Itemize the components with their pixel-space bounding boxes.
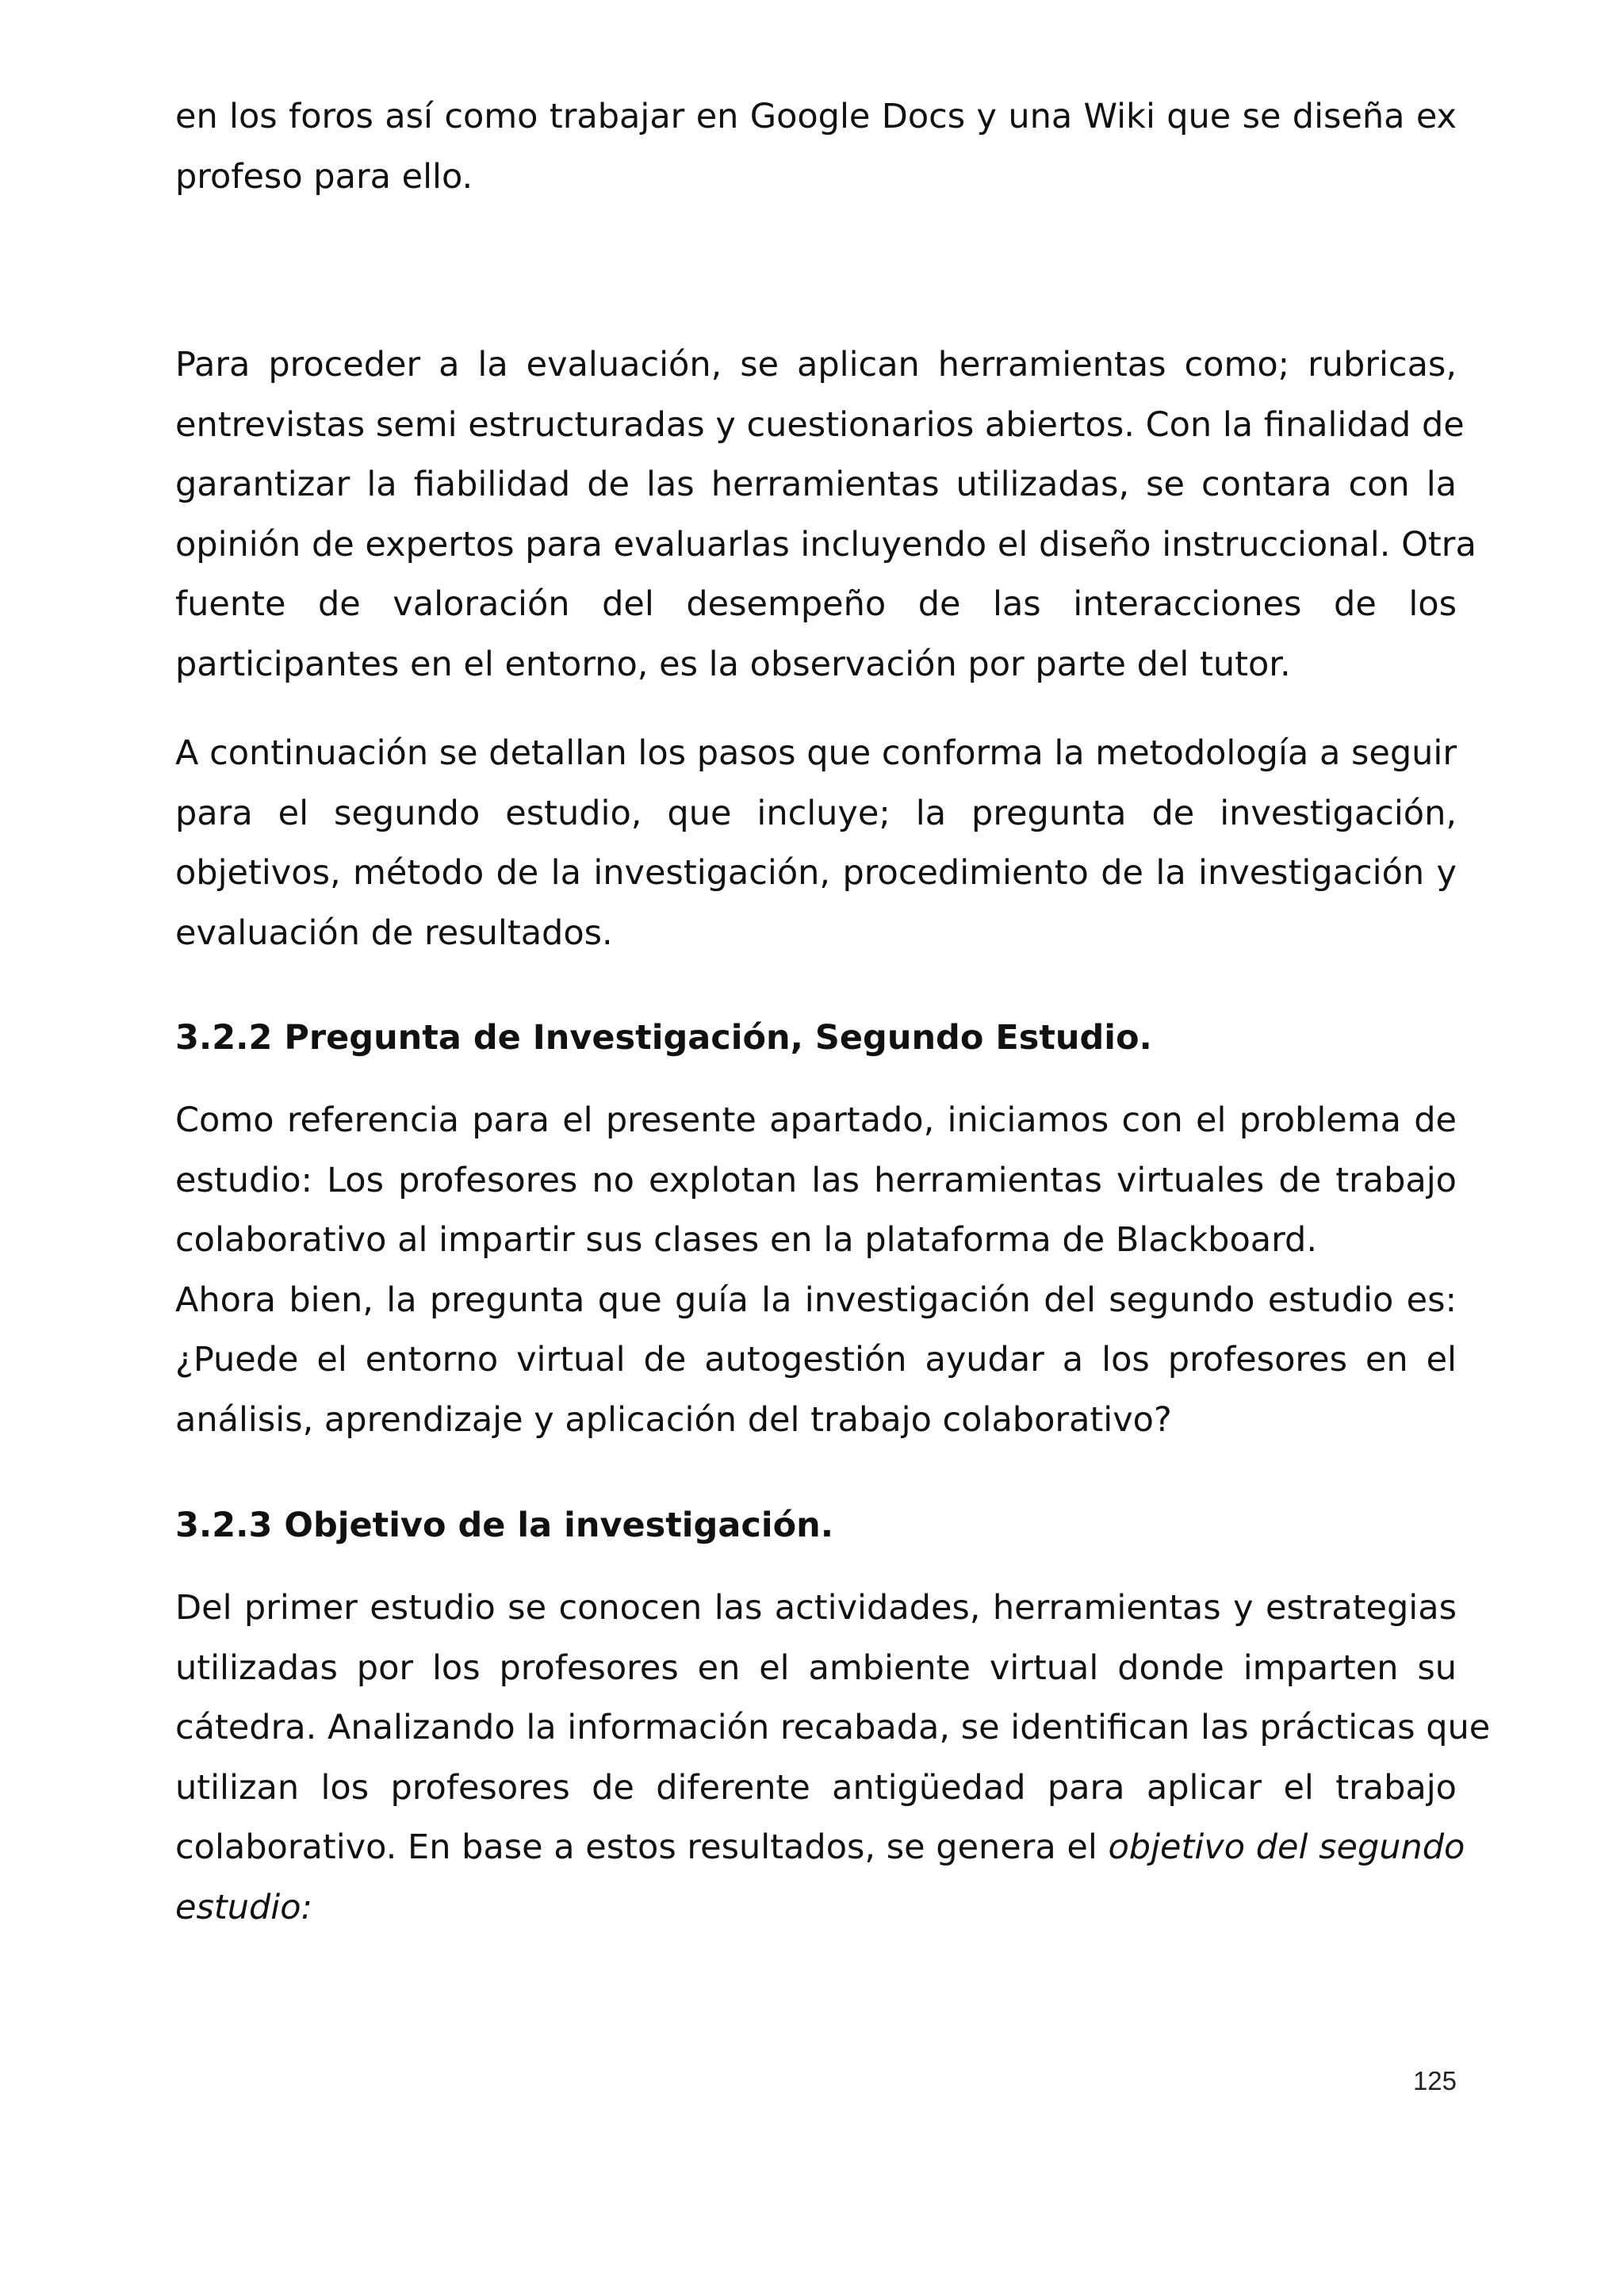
paragraph-line: en los foros así como trabajar en Google Docs y una Wiki que se diseña ex: [175, 97, 1457, 136]
paragraph-line: Ahora bien, la pregunta que guía la investigación del segundo estudio es:: [175, 1280, 1457, 1320]
paragraph-line: Para proceder a la evaluación, se aplican herramientas como; rubricas,: [175, 345, 1457, 385]
paragraph-line: cátedra. Analizando la información recabada, se identifican las prácticas que: [175, 1708, 1491, 1747]
paragraph-3: [175, 724, 1457, 963]
paragraph-line: profeso para ello.: [175, 156, 473, 197]
paragraph-line: A continuación se detallan los pasos que conforma la metodología a seguir: [175, 733, 1457, 773]
page-number: 125: [1412, 2066, 1457, 2095]
paragraph-text: colaborativo. En base a estos resultados, se genera el: [175, 1827, 1109, 1867]
paragraph-line: estudio: Los profesores no explotan las herramientas virtuales de trabajo: [175, 1160, 1457, 1200]
paragraph-line: utilizadas por los profesores en el ambiente virtual donde imparten su: [175, 1647, 1457, 1688]
section-heading-3-2-3: 3.2.3 Objetivo de la investigación.: [175, 1506, 834, 1545]
italic-text: estudio:: [175, 1887, 313, 1927]
paragraph-line: objetivos, método de la investigación, procedimiento de la investigación y: [175, 853, 1457, 893]
paragraph-line: utilizan los profesores de diferente antigüedad para aplicar el trabajo: [175, 1767, 1457, 1808]
paragraph-line: evaluación de resultados.: [175, 913, 613, 953]
paragraph-line: colaborativo al impartir sus clases en la plataforma de Blackboard.: [175, 1220, 1317, 1260]
paragraph-line: opinión de expertos para evaluarlas incluyendo el diseño instruccional. Otra: [175, 524, 1477, 564]
paragraph-line: análisis, aprendizaje y aplicación del trabajo colaborativo?: [175, 1399, 1172, 1440]
paragraph-2: [175, 335, 1477, 695]
paragraph-line: [175, 1818, 1465, 1878]
paragraph-line: Del primer estudio se conocen las actividades, herramientas y estrategias: [175, 1588, 1457, 1628]
paragraph-1: [175, 87, 1457, 207]
paragraph-line: entrevistas semi estructuradas y cuestionarios abiertos. Con la finalidad de: [175, 404, 1465, 445]
paragraph-line: garantizar la fiabilidad de las herramientas utilizadas, se contara con la: [175, 465, 1457, 504]
paragraph-line: [175, 1878, 1457, 1938]
paragraph-4: [175, 1091, 1457, 1450]
paragraph-line: participantes en el entorno, es la observación por parte del tutor.: [175, 644, 1291, 684]
italic-text: objetivo del segundo: [1108, 1827, 1465, 1867]
paragraph-line: Como referencia para el presente apartado, iniciamos con el problema de: [175, 1100, 1457, 1140]
paragraph-5: [175, 1578, 1491, 1938]
section-heading-3-2-2: 3.2.2 Pregunta de Investigación, Segundo Estudio.: [175, 1018, 1152, 1058]
paragraph-line: para el segundo estudio, que incluye; la pregunta de investigación,: [175, 793, 1457, 833]
paragraph-line: ¿Puede el entorno virtual de autogestión ayudar a los profesores en el: [175, 1340, 1457, 1380]
paragraph-line: fuente de valoración del desempeño de las interacciones de los: [175, 584, 1457, 624]
